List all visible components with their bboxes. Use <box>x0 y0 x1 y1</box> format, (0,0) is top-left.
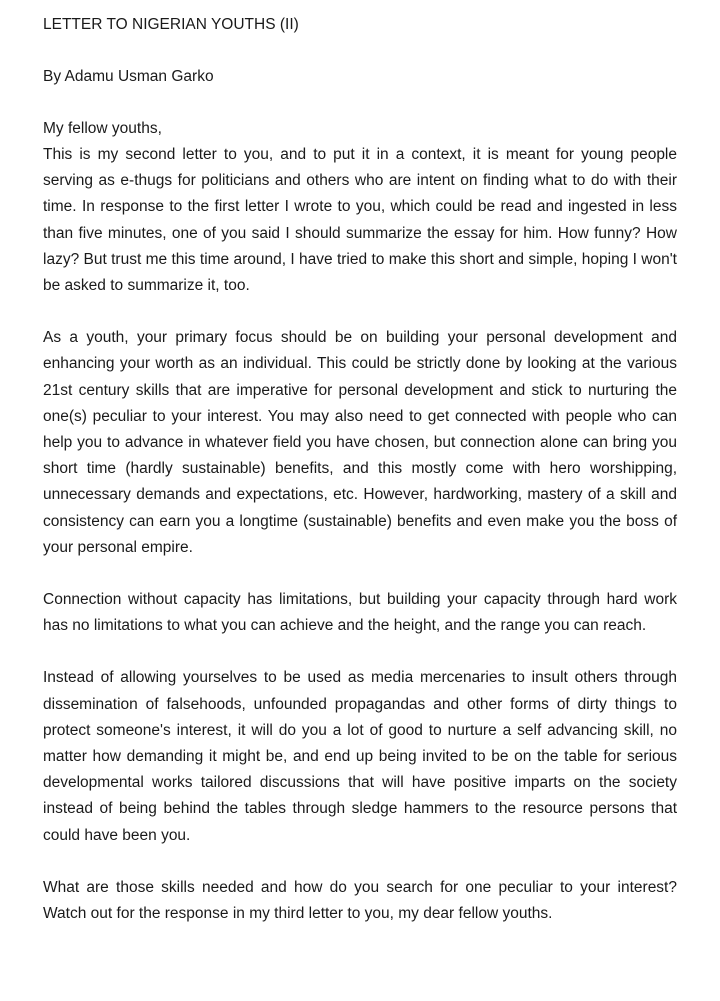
paragraph-5: What are those skills needed and how do you search for one peculiar to your interest? Watch out for the response in my third letter to you, my dear fellow youths. <box>43 878 677 923</box>
paragraph-3: Connection without capacity has limitations, but building your capacity through hard work has no limitations to what you can achieve and the height, and the range you can reach. <box>43 591 677 635</box>
letter-document <box>43 12 677 927</box>
salutation: My fellow youths, <box>43 120 162 137</box>
paragraph-1: This is my second letter to you, and to put it in a context, it is meant for young people serving as e-thugs for politicians and others who are intent on finding what to do with their time. In response to the first letter I wrote to you, which could be read and ingested in less than five minutes, one of you said I should summarize the essay for him. How funny? How lazy? But trust me this time around, I have tried to make this short and simple, hoping I won't be asked to summarize it, too. <box>43 146 677 295</box>
paragraph-4: Instead of allowing yourselves to be used as media mercenaries to insult others through dissemination of falsehoods, unfounded propagandas and other forms of dirty things to protect someone's interest, it will do you a lot of good to nurture a self advancing skill, no matter how demanding it might be, and end up being invited to be on the table for serious developmental works tailored discussions that will have positive imparts on the society instead of being behind the tables through sledge hammers to the resource persons that could have been you. <box>43 669 677 844</box>
author-byline: By Adamu Usman Garko <box>43 68 214 85</box>
letter-title: LETTER TO NIGERIAN YOUTHS (II) <box>43 16 299 33</box>
paragraph-2: As a youth, your primary focus should be on building your personal development and enhancing your worth as an individual. This could be strictly done by looking at the various 21st century skills that are imperative for personal development and stick to nurturing the one(s) peculiar to your interest. You may also need to get connected with people who can help you to advance in whatever field you have chosen, but connection alone can bring you short time (hardly sustainable) benefits, and this mostly come with hero worshipping, unnecessary demands and expectations, etc. However, hardworking, mastery of a skill and consistency can earn you a longtime (sustainable) benefits and even make you the boss of your personal empire. <box>43 329 677 556</box>
